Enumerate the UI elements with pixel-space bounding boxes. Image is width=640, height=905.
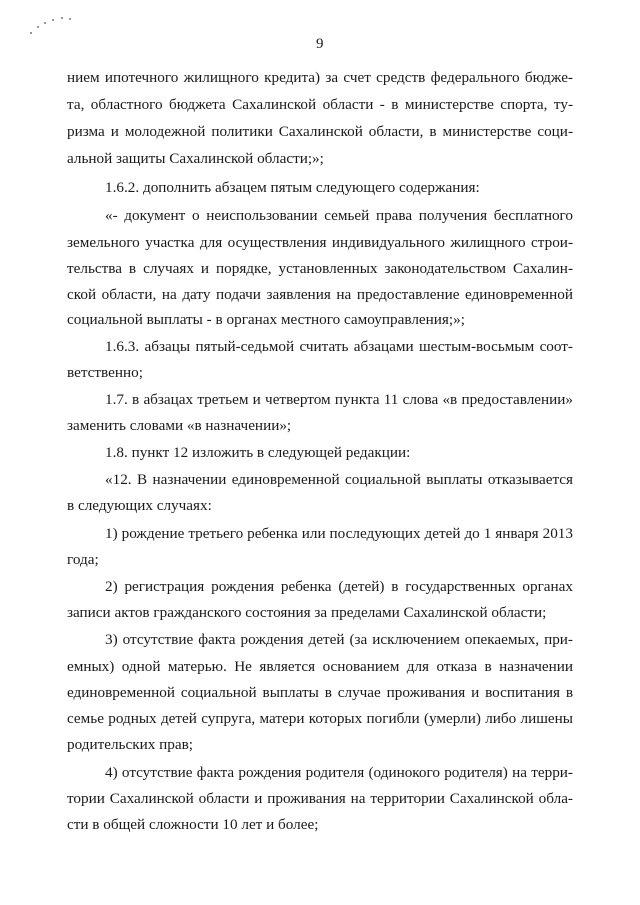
text-line: ветственно; — [67, 364, 143, 381]
text-line: единовременной социальной выплаты в случае проживания и воспитания в — [67, 684, 573, 701]
text-line: ризма и молодежной политики Сахалинской области, в министерстве соци- — [67, 123, 573, 140]
text-line: 1.7. в абзацах третьем и четвертом пункта 11 слова «в предоставлении» — [105, 391, 573, 408]
text-line: 4) отсутствие факта рождения родителя (одинокого родителя) на терри- — [105, 764, 573, 781]
text-line: «- документ о неиспользовании семьей права получения бесплатного — [105, 207, 573, 224]
text-line: альной защиты Сахалинской области;»; — [67, 150, 324, 167]
text-line: 1.6.3. абзацы пятый-седьмой считать абзацами шестым-восьмым соот- — [105, 338, 573, 355]
text-line: семье родных детей супруга, матери которых погибли (умерли) либо лишены — [67, 710, 573, 727]
text-line: 1.8. пункт 12 изложить в следующей редакции: — [105, 444, 411, 461]
text-line: ской области, на дату подачи заявления на предоставление единовременной — [67, 286, 573, 303]
text-line: земельного участка для осуществления индивидуального жилищного строи- — [67, 234, 573, 251]
text-line: 1.6.2. дополнить абзацем пятым следующего содержания: — [105, 179, 480, 196]
page-number: 9 — [316, 36, 324, 52]
text-line: емных) одной матерью. Не является основанием для отказа в назначении — [67, 658, 573, 675]
text-line: родительских прав; — [67, 736, 193, 753]
text-line: нием ипотечного жилищного кредита) за счет средств федерального бюдже- — [67, 69, 573, 86]
text-line: 3) отсутствие факта рождения детей (за исключением опекаемых, при- — [105, 631, 573, 648]
text-line: тории Сахалинской области и проживания на территории Сахалинской обла- — [67, 790, 573, 807]
text-line: та, областного бюджета Сахалинской области - в министерстве спорта, ту- — [67, 96, 573, 113]
text-line: заменить словами «в назначении»; — [67, 417, 292, 434]
text-line: сти в общей сложности 10 лет и более; — [67, 816, 319, 833]
text-line: социальной выплаты - в органах местного самоуправления;»; — [67, 311, 465, 328]
text-line: 1) рождение третьего ребенка или последующих детей до 1 января 2013 — [105, 525, 573, 542]
text-line: тельства в случаях и порядке, установленных законодательством Сахалин- — [67, 260, 573, 277]
text-line: записи актов гражданского состояния за пределами Сахалинской области; — [67, 604, 547, 621]
text-line: в следующих случаях: — [67, 497, 212, 514]
text-line: 2) регистрация рождения ребенка (детей) в государственных органах — [105, 578, 573, 595]
text-line: года; — [67, 551, 99, 568]
text-line: «12. В назначении единовременной социальной выплаты отказывается — [105, 471, 573, 488]
